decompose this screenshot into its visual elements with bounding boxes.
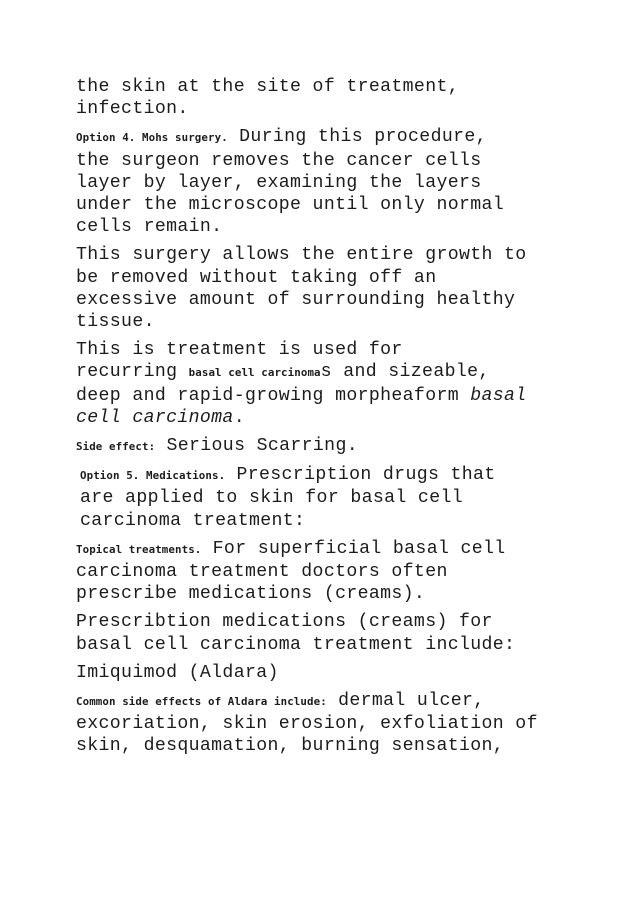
paragraph-option-5 xyxy=(76,464,566,532)
paragraph-text: For superficial basal cell carcinoma treatment doctors often prescribe medications (creams). xyxy=(76,538,506,605)
paragraph-text: Serious Scarring. xyxy=(155,436,358,457)
aldara-side-effects-label: Common side effects of Aldara include: xyxy=(76,695,327,709)
paragraph-text: This surgery allows the entire growth to be removed without taking off an excessive amount of surrounding healthy tissue. xyxy=(76,245,527,333)
paragraph-text: Prescribtion medications (creams) for basal cell carcinoma treatment include: xyxy=(76,612,516,655)
side-effect-label: Side effect: xyxy=(76,440,156,454)
paragraph-text: . xyxy=(233,407,245,428)
paragraph-option-4 xyxy=(76,126,566,238)
document-body xyxy=(76,76,566,764)
paragraph-text: Imiquimod (Aldara) xyxy=(76,662,279,683)
paragraph-treatment-continuation xyxy=(76,76,566,120)
paragraph-aldara-side-effects xyxy=(76,690,566,758)
paragraph-side-effect xyxy=(76,435,566,458)
paragraph-mohs-benefit xyxy=(76,244,566,333)
inline-small-term: basal cell carcinoma xyxy=(188,366,321,380)
paragraph-topical-treatments xyxy=(76,538,566,606)
paragraph-text: This is treatment is used for recurring xyxy=(76,340,403,383)
paragraph-mohs-usage xyxy=(76,339,566,429)
paragraph-imiquimod xyxy=(76,662,566,684)
paragraph-text: dermal ulcer, excoriation, skin erosion, exfoliation of skin, desquamation, burning sensation, xyxy=(76,691,538,757)
option-4-label: Option 4. Mohs surgery. xyxy=(76,131,228,145)
topical-treatments-label: Topical treatments. xyxy=(76,542,202,556)
paragraph-prescription-medications xyxy=(76,611,566,655)
italic-term: basal cell carcinoma xyxy=(76,385,527,428)
paragraph-text: Prescription drugs that are applied to skin for basal cell carcinoma treatment: xyxy=(80,465,496,531)
paragraph-text: the skin at the site of treatment, infection. xyxy=(76,77,459,120)
paragraph-text: s and sizeable, deep and rapid-growing morpheaform xyxy=(76,362,490,406)
paragraph-text: During this procedure, the surgeon removes the cancer cells layer by layer, examining the layers under the microscope until only normal cells remain. xyxy=(76,127,505,238)
option-5-label: Option 5. Medications. xyxy=(80,469,226,483)
